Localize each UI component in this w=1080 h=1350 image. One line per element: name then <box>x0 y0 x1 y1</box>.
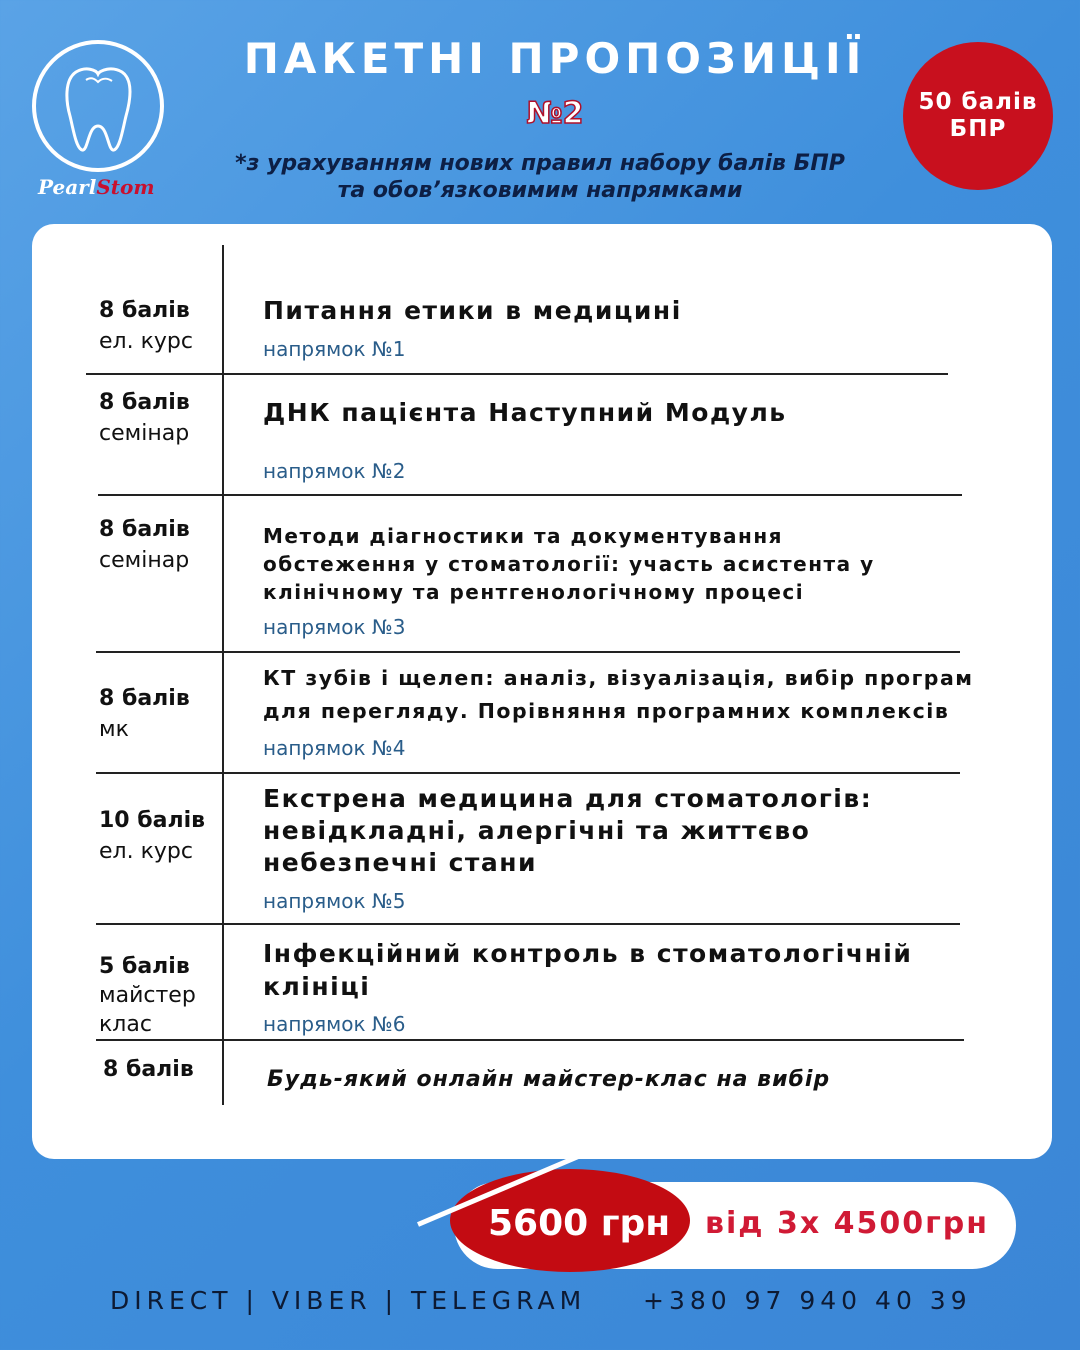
course-title: ДНК пацієнта Наступний Модуль <box>263 398 787 427</box>
old-price: 5600 грн <box>488 1203 671 1244</box>
row-divider <box>98 494 962 496</box>
new-price: від 3х 4500грн <box>705 1206 989 1241</box>
course-title: Інфекційний контроль в стоматологічній клініці <box>263 939 913 1001</box>
subtitle-line: *з урахуванням нових правил набору балів БПР <box>235 151 845 176</box>
points-value: 8 балів <box>99 686 190 711</box>
course-type: ел. курс <box>99 329 193 354</box>
course-type: семінар <box>99 421 190 446</box>
badge-line: БПР <box>949 116 1007 142</box>
course-direction: напрямок №6 <box>263 1012 406 1036</box>
points-value: 5 балів <box>99 954 190 979</box>
badge-line: 50 балів <box>918 89 1038 115</box>
subtitle-line: та обов’язковимим напрямками <box>337 178 743 203</box>
brand-suffix: Stom <box>96 175 155 199</box>
points-value: 8 балів <box>99 298 190 323</box>
subtitle <box>180 150 900 204</box>
course-direction: напрямок №5 <box>263 889 406 913</box>
course-points <box>99 295 193 357</box>
course-type: семінар <box>99 548 190 573</box>
package-number: №2 <box>526 96 584 131</box>
row-divider <box>96 651 960 653</box>
phone-number[interactable]: +380 97 940 40 39 <box>643 1286 972 1315</box>
points-badge <box>903 42 1053 190</box>
course-title: Методи діагностики та документування обстеження у стоматології: участь асистента у клінічному та рентгенологічному процесі <box>263 524 875 604</box>
row-divider <box>86 373 948 375</box>
points-value: 8 балів <box>103 1057 194 1082</box>
brand-prefix: Pearl <box>38 175 97 199</box>
course-points <box>99 805 205 867</box>
course-title: Екстрена медицина для стоматологів: невідкладні, алергічні та життєво небезпечні стани <box>263 784 873 877</box>
points-value: 8 балів <box>99 517 190 542</box>
course-type: ел. курс <box>99 839 193 864</box>
course-type: майстер клас <box>99 983 196 1037</box>
course-title: Питання етики в медицині <box>263 296 682 325</box>
course-direction: напрямок №2 <box>263 459 406 483</box>
course-direction: напрямок №3 <box>263 615 406 639</box>
course-points <box>103 1054 194 1085</box>
course-title: Будь-який онлайн майстер-клас на вибір <box>267 1067 831 1092</box>
page-title: ПАКЕТНІ ПРОПОЗИЦІЇ <box>243 34 867 83</box>
course-points <box>99 952 214 1039</box>
brand-name <box>38 175 155 199</box>
course-points <box>99 683 190 745</box>
contact-channels: DIRECT | VIBER | TELEGRAM <box>110 1286 587 1315</box>
course-direction: напрямок №1 <box>263 337 406 361</box>
points-value: 10 балів <box>99 808 206 833</box>
course-direction: напрямок №4 <box>263 736 406 760</box>
course-points <box>99 514 190 576</box>
row-divider <box>96 772 960 774</box>
points-value: 8 балів <box>99 390 190 415</box>
course-points <box>99 387 190 449</box>
row-divider <box>96 923 960 925</box>
row-divider <box>96 1039 964 1041</box>
course-title: КТ зубів і щелеп: аналіз, візуалізація, вибір програм для перегляду. Порівняння програмних комплексів <box>263 666 974 723</box>
course-type: мк <box>99 717 129 742</box>
